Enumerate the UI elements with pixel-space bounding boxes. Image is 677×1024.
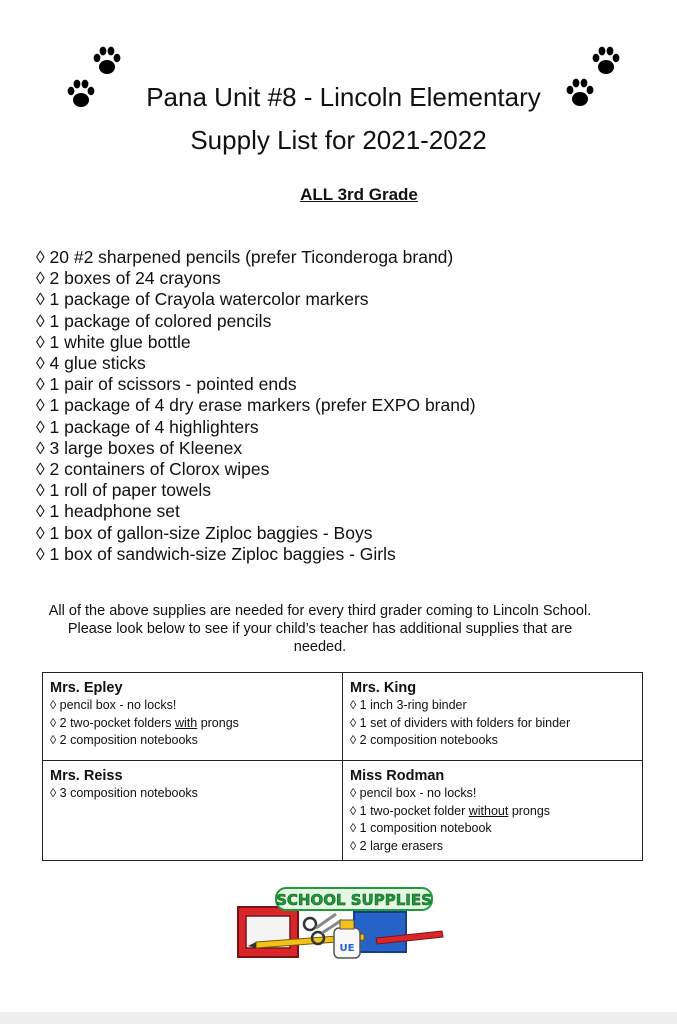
list-item: ◊ 1 inch 3-ring binder <box>350 698 467 712</box>
teacher-name: Mrs. Epley <box>50 680 123 696</box>
list-item: ◊ 1 package of colored pencils <box>36 310 272 331</box>
list-item: ◊ 1 package of 4 dry erase markers (prefer EXPO brand) <box>36 395 476 416</box>
list-item: ◊ 3 large boxes of Kleenex <box>36 437 243 458</box>
supplies-note: All of the above supplies are needed for every third grader coming to Lincoln School. Please look below to see if your child’s teacher has additional supplies that are needed. <box>48 603 592 655</box>
grade-heading: ALL 3rd Grade <box>300 185 418 204</box>
document-title: Pana Unit #8 - Lincoln Elementary <box>146 82 541 112</box>
list-item: ◊ 2 two-pocket folders with prongs <box>50 715 239 730</box>
list-item: ◊ 2 containers of Clorox wipes <box>36 459 270 480</box>
list-item: ◊ 2 composition notebooks <box>350 733 498 747</box>
list-item: ◊ 1 white glue bottle <box>36 331 191 352</box>
list-item: ◊ 1 roll of paper towels <box>36 480 211 501</box>
teacher-cell-epley <box>43 673 343 761</box>
list-item: ◊ 4 glue sticks <box>36 353 146 374</box>
list-item: ◊ 1 package of Crayola watercolor markers <box>36 289 369 310</box>
list-item: ◊ 2 boxes of 24 crayons <box>36 268 221 289</box>
list-item: ◊ 20 #2 sharpened pencils (prefer Ticonderoga brand) <box>36 247 454 267</box>
list-item: ◊ 2 large erasers <box>350 838 444 853</box>
list-item: ◊ 3 composition notebooks <box>50 786 198 800</box>
list-item: ◊ 1 package of 4 highlighters <box>36 416 259 437</box>
teacher-name: Miss Rodman <box>350 768 445 784</box>
teacher-cell-king <box>343 673 642 761</box>
teacher-supplies-table <box>42 672 643 861</box>
page-bottom-strip <box>0 1012 677 1024</box>
list-item: ◊ 1 pair of scissors - pointed ends <box>36 374 297 395</box>
list-item: ◊ 1 set of dividers with folders for binder <box>350 715 571 730</box>
logo-text: SCHOOL SUPPLIES <box>276 891 432 909</box>
paw-print-icon <box>90 44 124 78</box>
supply-list <box>36 247 476 565</box>
list-item: ◊ 1 two-pocket folder without prongs <box>350 803 551 818</box>
list-item: ◊ 2 composition notebooks <box>50 733 198 747</box>
list-item: ◊ pencil box - no locks! <box>50 698 177 712</box>
list-item: ◊ 1 composition notebook <box>350 821 492 835</box>
teacher-name: Mrs. King <box>350 680 417 696</box>
list-item: ◊ 1 box of gallon-size Ziploc baggies - Boys <box>36 522 373 543</box>
list-item: ◊ 1 box of sandwich-size Ziploc baggies - Girls <box>36 543 396 564</box>
list-item: ◊ 1 headphone set <box>36 501 180 522</box>
glue-label: UE <box>339 943 355 954</box>
teacher-cell-rodman <box>343 761 642 860</box>
teacher-name: Mrs. Reiss <box>50 768 123 784</box>
school-supplies-logo <box>236 880 448 960</box>
teacher-cell-reiss <box>43 761 343 860</box>
paw-print-icon <box>589 44 623 78</box>
document-subtitle: Supply List for 2021-2022 <box>190 125 487 155</box>
list-item: ◊ pencil box - no locks! <box>350 786 477 800</box>
